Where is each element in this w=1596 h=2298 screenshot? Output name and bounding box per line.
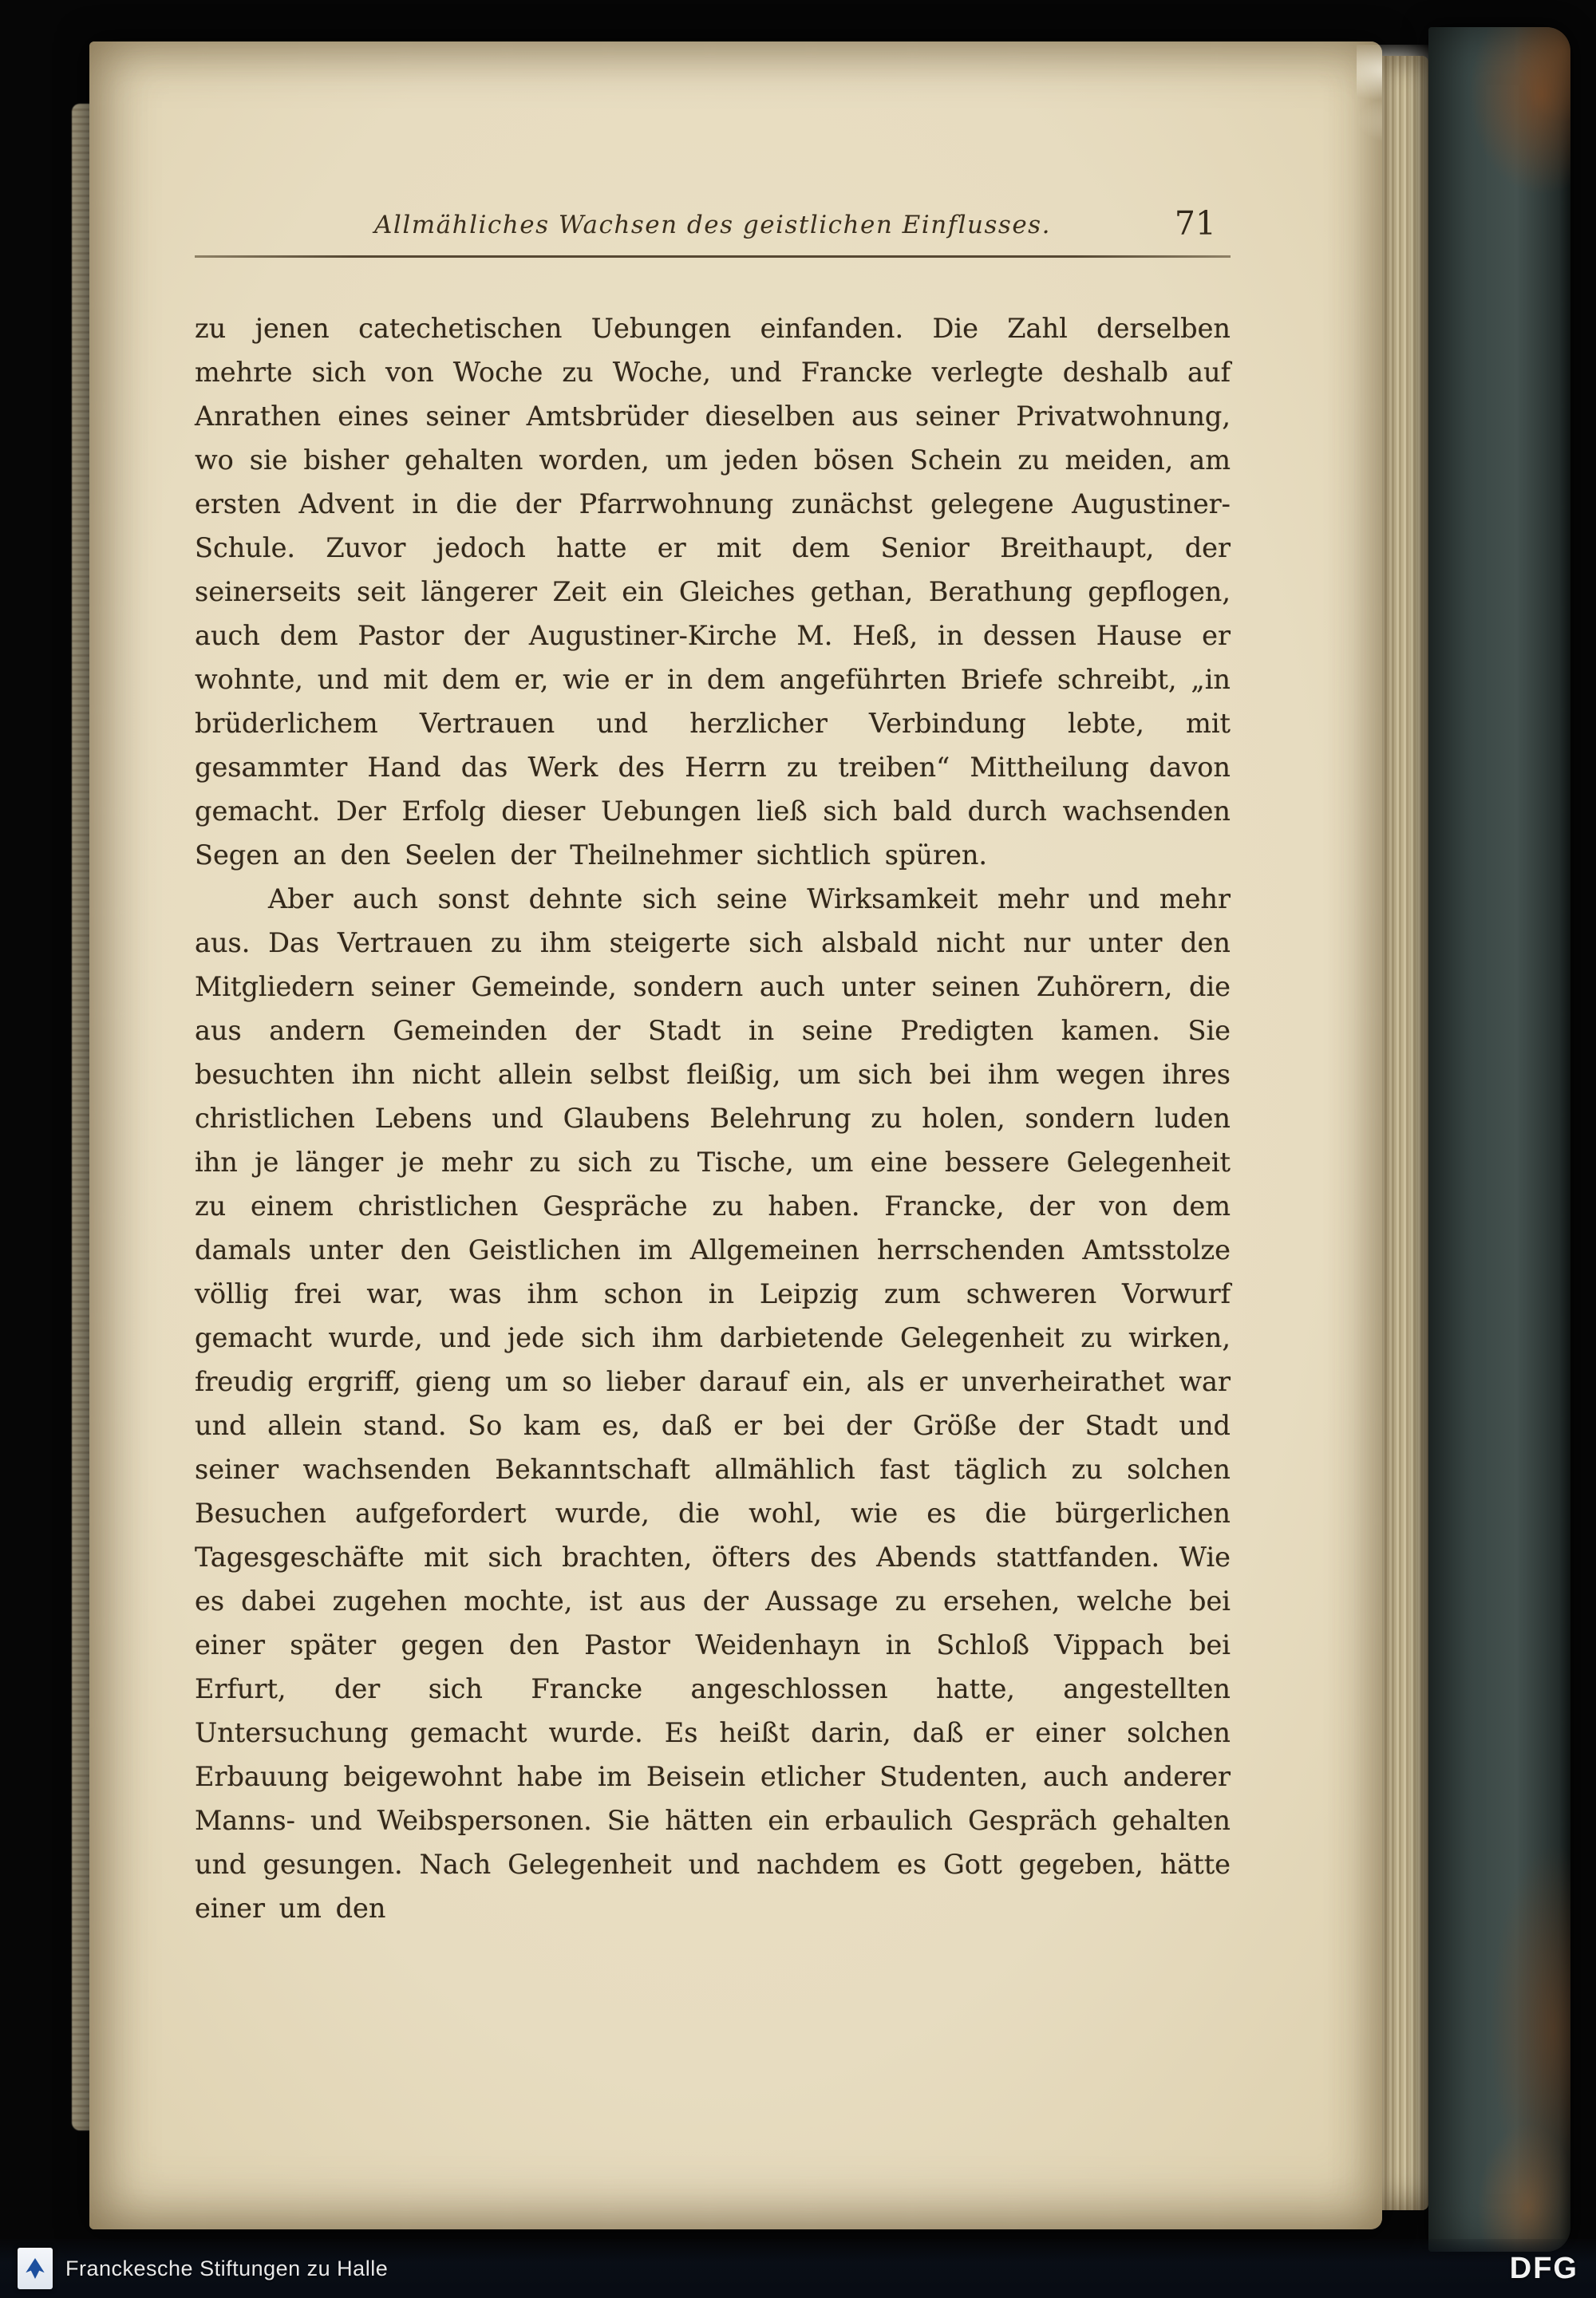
eagle-logo-icon bbox=[25, 2258, 45, 2279]
page-edges bbox=[1382, 56, 1428, 2210]
paragraph: Aber auch sonst dehnte sich seine Wirksamkeit mehr und mehr aus. Das Vertrauen zu ihm steigerte sich alsbald nicht nur unter den Mitgliedern seiner Gemeinde, sondern auch unter seinen Zuhörern, die aus andern Gemeinden der Stadt in seine Predigten kamen. Sie besuchten ihn nicht allein selbst fleißig, um sich bei ihm wegen ihres christlichen Lebens und Glaubens Belehrung zu holen, sondern luden ihn je länger je mehr zu sich zu Tische, um eine bessere Gelegenheit zu einem christlichen Gespräche zu haben. Francke, der von dem damals unter den Geistlichen im Allgemeinen herrschenden Amtsstolze völlig frei war, was ihm schon in Leipzig zum schweren Vorwurf gemacht wurde, und jede sich ihm darbietende Gelegenheit zu wirken, freudig ergriff, gieng um so lieber darauf ein, als er unverheirathet war und allein stand. So kam es, daß er bei der Größe der Stadt und seiner wachsenden Bekanntschaft allmählich fast täglich zu solchen Besuchen aufgefordert wurde, die wohl, wie es die bürgerlichen Tagesgeschäfte mit sich brachten, öfters des Abends stattfanden. Wie es dabei zugehen mochte, ist aus der Aussage zu ersehen, welche bei einer später gegen den Pastor Weidenhayn in Schloß Vippach bei Erfurt, der sich Francke angeschlossen hatte, angestellten Untersuchung gemacht wurde. Es heißt darin, daß er einer solchen Erbauung beigewohnt habe im Beisein etlicher Studenten, auch anderer Manns- und Weibspersonen. Sie hätten ein erbaulich Gespräch gehalten und gesungen. Nach Gelegenheit und nachdem es Gott gegeben, hätte einer um den bbox=[195, 883, 1231, 1924]
page-header bbox=[195, 204, 1231, 258]
dfg-logo: DFG bbox=[1509, 2251, 1578, 2285]
page-text bbox=[195, 306, 1231, 1930]
book-page bbox=[89, 41, 1382, 2229]
running-title: Allmähliches Wachsen des geistlichen Einflusses. bbox=[374, 211, 1051, 239]
header-rule bbox=[195, 255, 1231, 258]
franckesche-stiftungen-logo bbox=[18, 2248, 53, 2289]
footer-bar bbox=[0, 2239, 1596, 2298]
institution-label: Franckesche Stiftungen zu Halle bbox=[65, 2256, 389, 2280]
book-cover-edge bbox=[1428, 27, 1570, 2252]
paragraph: zu jenen catechetischen Uebungen einfanden. Die Zahl derselben mehrte sich von Woche zu Woche, und Francke verlegte deshalb auf Anrathen eines seiner Amtsbrüder dieselben aus seiner Privatwohnung, wo sie bisher gehalten worden, um jeden bösen Schein zu meiden, am ersten Advent in die der Pfarrwohnung zunächst gelegene Augustiner-Schule. Zuvor jedoch hatte er mit dem Senior Breithaupt, der seinerseits seit längerer Zeit ein Gleiches gethan, Berathung gepflogen, auch dem Pastor der Augustiner-Kirche M. Heß, in dessen Hause er wohnte, und mit dem er, wie er in dem angeführten Briefe schreibt, „in brüderlichem Vertrauen und herzlicher Verbindung lebte, mit gesammter Hand das Werk des Herrn zu treiben“ Mittheilung davon gemacht. Der Erfolg dieser Uebungen ließ sich bald durch wachsenden Segen an den Seelen der Theilnehmer sichtlich spüren. bbox=[195, 313, 1231, 871]
page-number: 71 bbox=[1174, 204, 1216, 243]
